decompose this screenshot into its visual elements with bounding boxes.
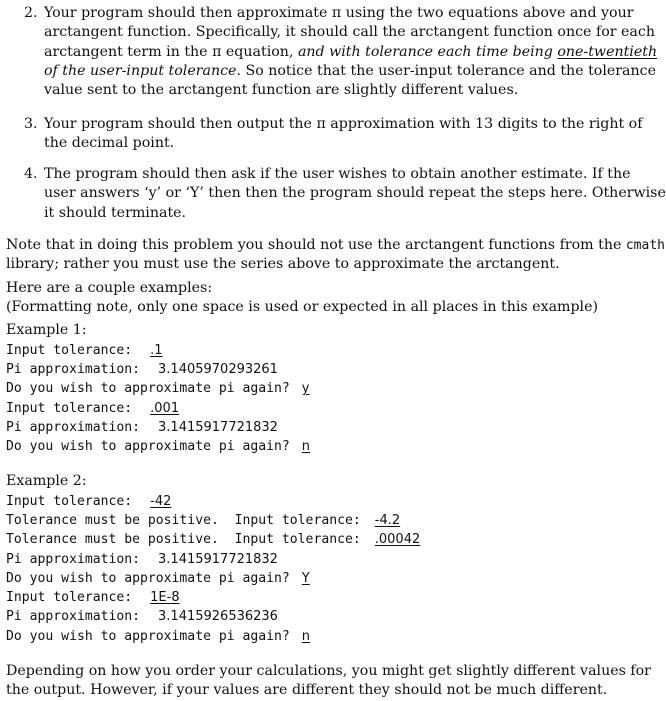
- example-1-row: Input tolerance: .1: [6, 343, 163, 358]
- text-line: The program should then ask if the user wishes to obtain another estimate. If the: [44, 166, 631, 182]
- user-input-value: .001: [150, 401, 180, 416]
- example-1-row: Pi approximation: 3.1415917721832: [6, 420, 278, 435]
- example-1-row: Do you wish to approximate pi again? y: [6, 381, 310, 396]
- text-line: arctangent function. Specifically, it should call the arctangent function once for each: [44, 24, 655, 41]
- text-line: user answers ‘y’ or ‘Y’ then then the program should repeat the steps here. Otherwise: [44, 185, 666, 202]
- text-line: arctangent term in the π equation, and with tolerance each time being one-twentieth: [44, 43, 658, 60]
- step-number: 2.: [24, 5, 38, 21]
- closing-paragraph: [6, 662, 651, 701]
- step-number: 3.: [24, 116, 38, 132]
- text-line: Your program should then output the π approximation with 13 digits to the right of: [44, 116, 643, 132]
- text-line: Note that in doing this problem you should not use the arctangent functions from the cmath: [6, 237, 665, 253]
- user-input-value: 1E-8: [150, 590, 180, 605]
- user-input-value: -42: [150, 494, 172, 509]
- text-line: Depending on how you order your calculations, you might get slightly different values for: [6, 663, 651, 679]
- inline-code: cmath: [625, 238, 665, 253]
- step-number: 4.: [24, 166, 38, 182]
- example-2-row: Do you wish to approximate pi again? Y: [6, 571, 310, 586]
- output-value: 3.1415917721832: [158, 420, 278, 435]
- text-line: of the user-input tolerance. So notice that the user-input tolerance and the tolerance: [44, 62, 656, 79]
- text-line: it should terminate.: [44, 204, 187, 221]
- text-line: library; rather you must use the series above to approximate the arctangent.: [6, 256, 560, 273]
- example-2-row: Tolerance must be positive. Input tolerance: -4.2: [6, 513, 401, 528]
- step-text: [44, 165, 666, 223]
- text-line: Your program should then approximate π using the two equations above and your: [44, 5, 634, 21]
- text-line: value sent to the arctangent function are slightly different values.: [44, 82, 519, 99]
- note-paragraph: [6, 236, 665, 275]
- step-4: [24, 165, 666, 223]
- example-2-row: Pi approximation: 3.1415917721832: [6, 552, 278, 567]
- output-value: 3.1405970293261: [158, 362, 278, 377]
- user-input-value: Y: [301, 571, 310, 586]
- example-1-row: Pi approximation: 3.1405970293261: [6, 362, 278, 377]
- example-2-row: Tolerance must be positive. Input tolerance: .00042: [6, 532, 421, 547]
- text-line: the output. However, if your values are different they should not be much different.: [6, 682, 608, 699]
- example-2-row: Input tolerance: 1E-8: [6, 590, 180, 605]
- user-input-value: n: [301, 439, 311, 454]
- emphasis-underlined: one-twentieth: [557, 43, 658, 60]
- step-text: [44, 4, 658, 100]
- example-1-title: Example 1:: [6, 322, 87, 338]
- example-1-row: Do you wish to approximate pi again? n: [6, 439, 311, 454]
- user-input-value: .00042: [374, 532, 421, 547]
- user-input-value: .1: [150, 343, 163, 358]
- formatting-note: (Formatting note, only one space is used or expected in all places in this example): [6, 299, 599, 315]
- example-1-row: Input tolerance: .001: [6, 401, 180, 416]
- user-input-value: n: [301, 629, 311, 644]
- step-text: [44, 115, 643, 154]
- user-input-value: y: [301, 381, 310, 396]
- example-2-row: Input tolerance: -42: [6, 494, 172, 509]
- user-input-value: -4.2: [374, 513, 401, 528]
- output-value: 3.1415917721832: [158, 552, 278, 567]
- step-3: [24, 115, 643, 154]
- examples-intro: Here are a couple examples:: [6, 280, 213, 296]
- text-line: the decimal point.: [44, 135, 175, 152]
- example-2-row: Do you wish to approximate pi again? n: [6, 629, 311, 644]
- example-2-title: Example 2:: [6, 473, 87, 489]
- output-value: 3.1415926536236: [158, 609, 278, 624]
- example-2-row: Pi approximation: 3.1415926536236: [6, 609, 278, 624]
- step-2: [24, 4, 658, 100]
